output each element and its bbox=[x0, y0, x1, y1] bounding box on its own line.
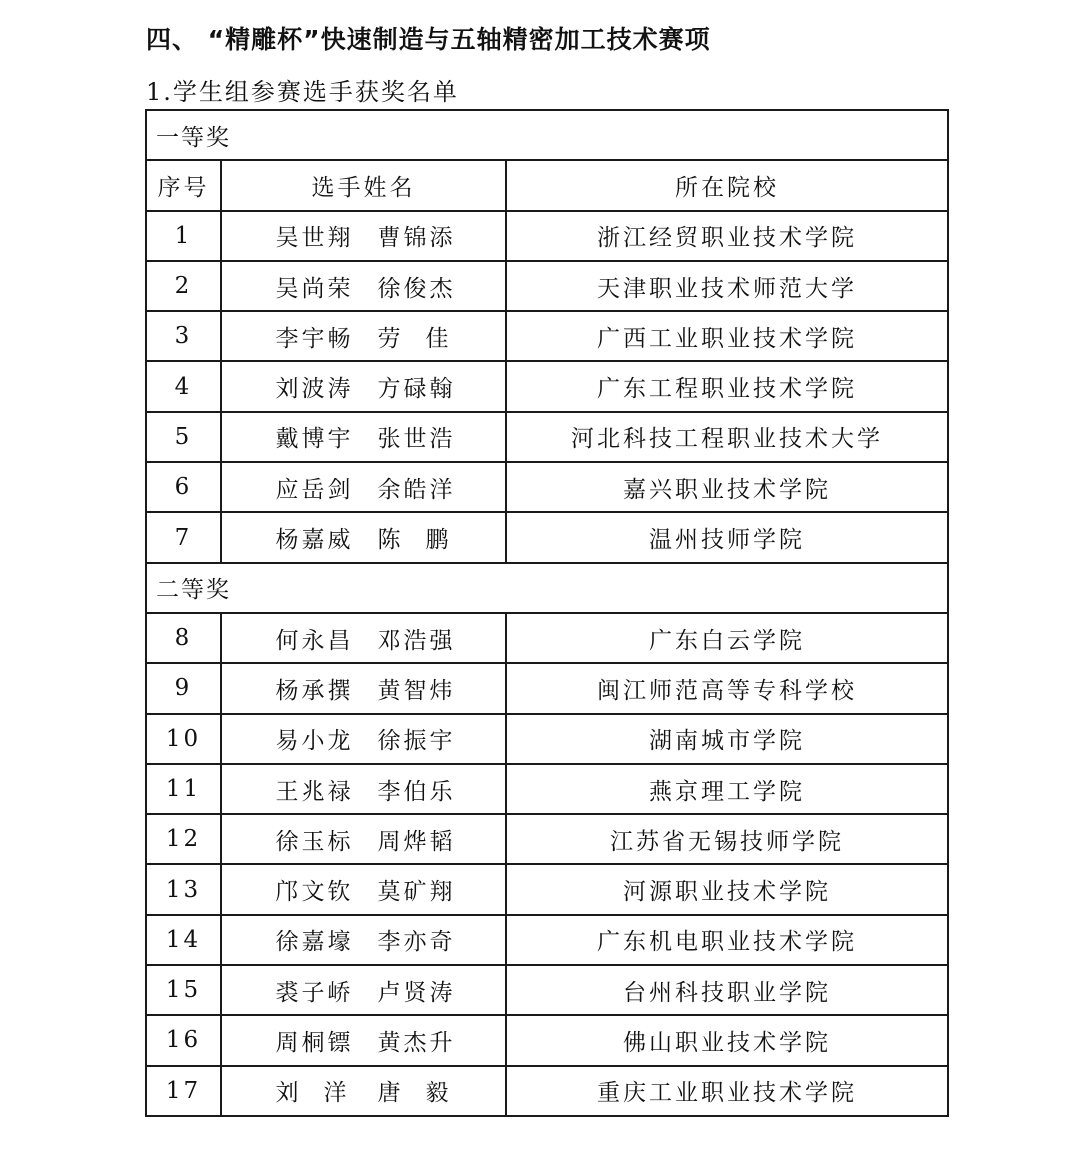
row-names bbox=[221, 864, 506, 914]
contestant-name-2: 曹锦添 bbox=[377, 225, 456, 252]
header-row bbox=[146, 160, 948, 210]
group-row bbox=[146, 110, 948, 160]
row-number: 6 bbox=[146, 462, 221, 512]
header-no: 序号 bbox=[146, 160, 221, 210]
contestant-name-2: 卢贤涛 bbox=[377, 979, 456, 1006]
contestant-name-2: 李亦奇 bbox=[377, 929, 456, 956]
contestant-name-2: 余皓洋 bbox=[377, 476, 456, 503]
row-number: 17 bbox=[146, 1066, 221, 1116]
contestant-name-2: 徐俊杰 bbox=[377, 275, 456, 302]
contestant-name-1: 王兆禄 bbox=[275, 778, 354, 805]
table-row bbox=[146, 1066, 948, 1116]
section-heading: 四、 “精雕杯”快速制造与五轴精密加工技术赛项 bbox=[146, 25, 711, 54]
row-number: 7 bbox=[146, 512, 221, 562]
row-number: 15 bbox=[146, 965, 221, 1015]
row-names bbox=[221, 412, 506, 462]
table-row bbox=[146, 764, 948, 814]
row-number: 16 bbox=[146, 1015, 221, 1065]
table-row bbox=[146, 714, 948, 764]
contestant-name-2: 方碌翰 bbox=[377, 376, 456, 403]
contestant-name-2: 莫矿翔 bbox=[377, 879, 456, 906]
row-number: 12 bbox=[146, 814, 221, 864]
contestant-name-2: 徐振宇 bbox=[377, 728, 456, 755]
contestant-name-1: 戴博宇 bbox=[275, 426, 354, 453]
table-row bbox=[146, 361, 948, 411]
row-school: 江苏省无锡技师学院 bbox=[506, 814, 948, 864]
row-school: 广东工程职业技术学院 bbox=[506, 361, 948, 411]
contestant-name-2: 黄杰升 bbox=[377, 1029, 456, 1056]
contestant-name-1: 邝文钦 bbox=[275, 879, 354, 906]
row-names bbox=[221, 764, 506, 814]
row-school: 温州技师学院 bbox=[506, 512, 948, 562]
row-school: 重庆工业职业技术学院 bbox=[506, 1066, 948, 1116]
table-row bbox=[146, 864, 948, 914]
header-school: 所在院校 bbox=[506, 160, 948, 210]
contestant-name-1: 何永昌 bbox=[275, 627, 354, 654]
group-title-first-prize: 一等奖 bbox=[146, 110, 948, 160]
contestant-name-1: 杨承撰 bbox=[275, 677, 354, 704]
row-number: 3 bbox=[146, 311, 221, 361]
table-row bbox=[146, 261, 948, 311]
group-title: 二等奖 bbox=[146, 563, 948, 613]
table-row bbox=[146, 915, 948, 965]
contestant-name-1: 吴尚荣 bbox=[275, 275, 354, 302]
row-names bbox=[221, 311, 506, 361]
contestant-name-1: 周桐镖 bbox=[275, 1029, 354, 1056]
row-names bbox=[221, 462, 506, 512]
contestant-name-1: 刘波涛 bbox=[275, 376, 354, 403]
header-names: 选手姓名 bbox=[221, 160, 506, 210]
row-names bbox=[221, 211, 506, 261]
table-row bbox=[146, 965, 948, 1015]
row-school: 嘉兴职业技术学院 bbox=[506, 462, 948, 512]
table-row bbox=[146, 412, 948, 462]
row-number: 9 bbox=[146, 663, 221, 713]
row-number: 4 bbox=[146, 361, 221, 411]
contestant-name-1: 应岳剑 bbox=[275, 476, 354, 503]
row-names bbox=[221, 512, 506, 562]
row-names bbox=[221, 965, 506, 1015]
row-names bbox=[221, 613, 506, 663]
row-school: 河源职业技术学院 bbox=[506, 864, 948, 914]
group-row bbox=[146, 563, 948, 613]
row-number: 1 bbox=[146, 211, 221, 261]
contestant-name-2: 周烨韬 bbox=[377, 828, 456, 855]
row-school: 湖南城市学院 bbox=[506, 714, 948, 764]
list-subheading: 1.学生组参赛选手获奖名单 bbox=[146, 78, 459, 106]
row-number: 11 bbox=[146, 764, 221, 814]
row-names bbox=[221, 1066, 506, 1116]
table-row bbox=[146, 512, 948, 562]
awards-table bbox=[145, 109, 949, 1117]
row-names bbox=[221, 814, 506, 864]
contestant-name-2: 张世浩 bbox=[377, 426, 456, 453]
row-school: 台州科技职业学院 bbox=[506, 965, 948, 1015]
row-school: 河北科技工程职业技术大学 bbox=[506, 412, 948, 462]
row-names bbox=[221, 915, 506, 965]
row-names bbox=[221, 361, 506, 411]
row-school: 广东白云学院 bbox=[506, 613, 948, 663]
row-number: 8 bbox=[146, 613, 221, 663]
row-number: 14 bbox=[146, 915, 221, 965]
row-school: 燕京理工学院 bbox=[506, 764, 948, 814]
row-school: 广西工业职业技术学院 bbox=[506, 311, 948, 361]
row-school: 广东机电职业技术学院 bbox=[506, 915, 948, 965]
contestant-name-1: 吴世翔 bbox=[275, 225, 354, 252]
table-row bbox=[146, 311, 948, 361]
contestant-name-1: 裘子峤 bbox=[275, 979, 354, 1006]
table-row bbox=[146, 211, 948, 261]
table-row bbox=[146, 1015, 948, 1065]
contestant-name-2: 李伯乐 bbox=[377, 778, 456, 805]
row-school: 天津职业技术师范大学 bbox=[506, 261, 948, 311]
row-names bbox=[221, 1015, 506, 1065]
row-number: 5 bbox=[146, 412, 221, 462]
contestant-name-1: 杨嘉威 bbox=[275, 527, 354, 554]
row-number: 2 bbox=[146, 261, 221, 311]
contestant-name-2: 唐毅 bbox=[377, 1080, 452, 1107]
contestant-name-2: 黄智炜 bbox=[377, 677, 456, 704]
row-number: 10 bbox=[146, 714, 221, 764]
contestant-name-2: 劳佳 bbox=[377, 325, 452, 352]
row-names bbox=[221, 663, 506, 713]
table-row bbox=[146, 613, 948, 663]
row-school: 佛山职业技术学院 bbox=[506, 1015, 948, 1065]
row-school: 闽江师范高等专科学校 bbox=[506, 663, 948, 713]
contestant-name-1: 李宇畅 bbox=[275, 325, 354, 352]
awards-table-body bbox=[146, 110, 948, 1116]
row-number: 13 bbox=[146, 864, 221, 914]
contestant-name-1: 徐嘉壕 bbox=[275, 929, 354, 956]
row-names bbox=[221, 261, 506, 311]
table-row bbox=[146, 663, 948, 713]
row-school: 浙江经贸职业技术学院 bbox=[506, 211, 948, 261]
contestant-name-2: 陈鹏 bbox=[377, 527, 452, 554]
table-row bbox=[146, 462, 948, 512]
row-names bbox=[221, 714, 506, 764]
contestant-name-1: 刘洋 bbox=[275, 1080, 350, 1107]
contestant-name-1: 易小龙 bbox=[275, 728, 354, 755]
contestant-name-1: 徐玉标 bbox=[275, 828, 354, 855]
contestant-name-2: 邓浩强 bbox=[377, 627, 456, 654]
table-row bbox=[146, 814, 948, 864]
